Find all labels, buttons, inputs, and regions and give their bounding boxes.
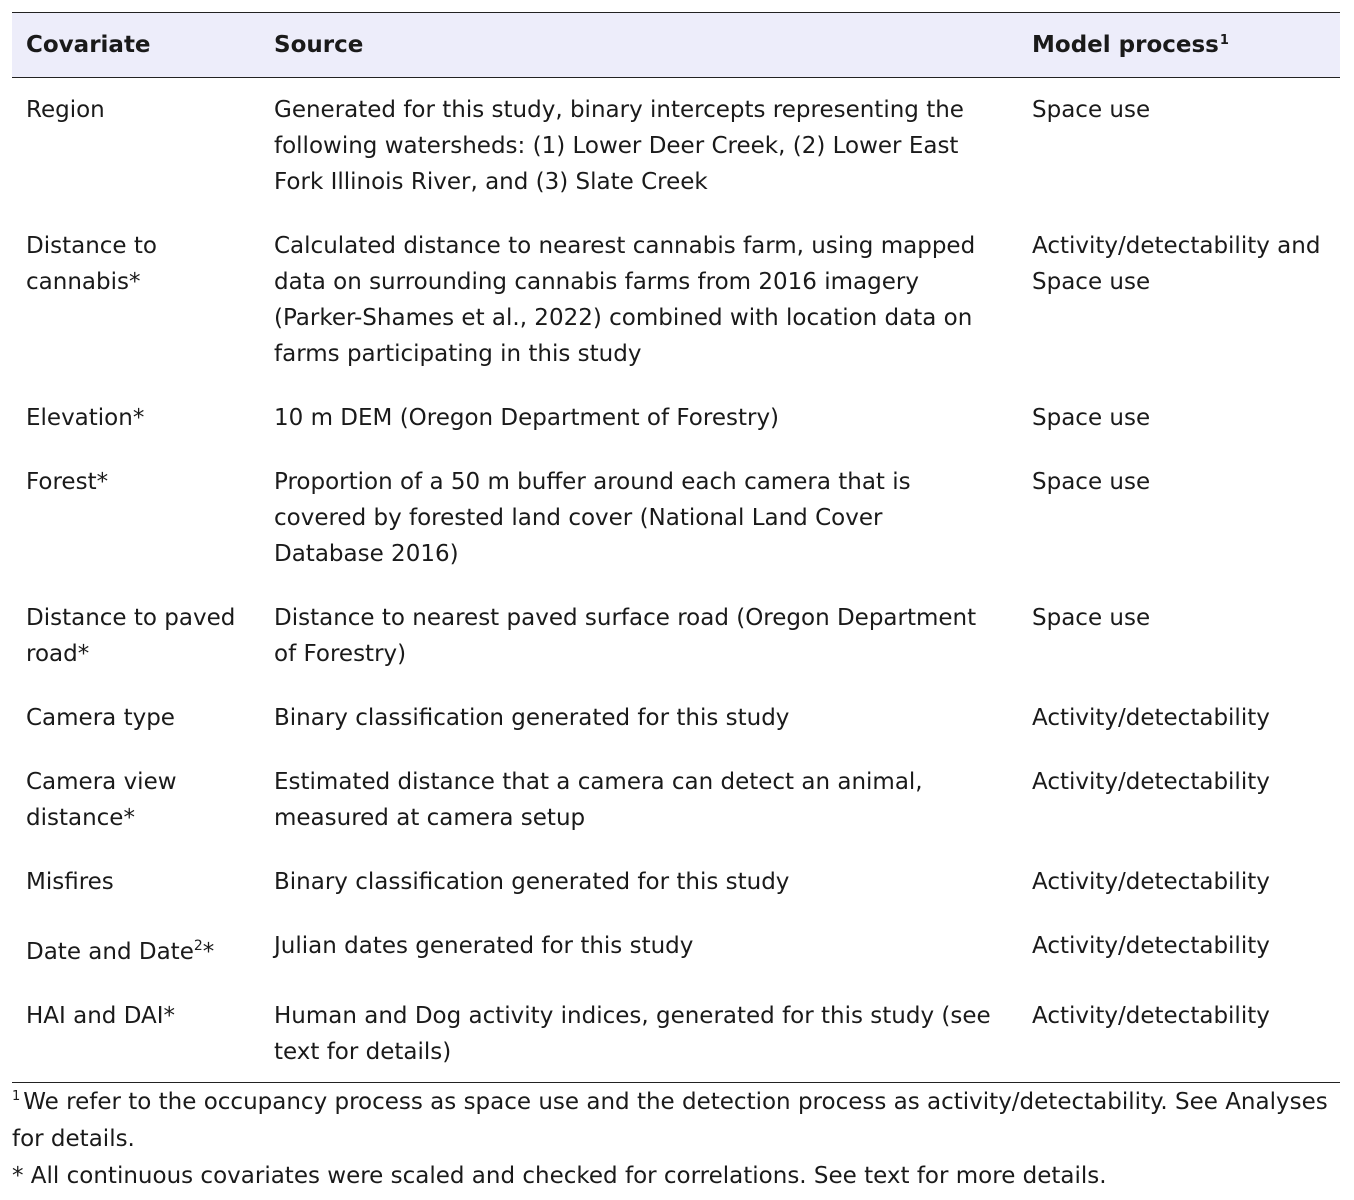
footnote-1-text: We refer to the occupancy process as space use and the detection process as activity/detectability. See Analyses for details. — [12, 1089, 1328, 1152]
cell-covariate: Region — [26, 97, 105, 123]
header-model-process-label: Model process — [1032, 31, 1219, 58]
cell-process: Activity/detectability and Space use — [1032, 233, 1321, 295]
table-row — [12, 386, 1340, 450]
cell-source: Distance to nearest paved surface road (Oregon Department of Forestry) — [274, 605, 977, 667]
footnote-asterisk: * All continuous covariates were scaled and checked for correlations. See text for more details. — [12, 1163, 1107, 1189]
cell-covariate: Distance to paved road* — [26, 605, 236, 667]
asterisk-mark: * — [202, 939, 215, 965]
cell-source: Calculated distance to nearest cannabis farm, using mapped data on surrounding cannabis farms from 2016 imagery (Parker-Shames et al., 2022) combined with location data on farms participating in this study — [274, 233, 976, 367]
cell-process: Activity/detectability — [1032, 705, 1270, 731]
cell-source: Binary classification generated for this study — [274, 869, 790, 895]
cell-covariate-text: Date and Date — [26, 939, 194, 965]
header-source: Source — [274, 31, 364, 58]
table-row — [12, 914, 1340, 984]
header-row — [12, 13, 1340, 78]
table-row — [12, 750, 1340, 850]
table-row — [12, 214, 1340, 386]
table-body — [12, 78, 1340, 1083]
cell-process: Activity/detectability — [1032, 1003, 1270, 1029]
cell-covariate: Camera view distance* — [26, 769, 177, 831]
superscript-2: 2 — [193, 938, 203, 954]
covariate-table — [12, 12, 1340, 1083]
cell-process: Activity/detectability — [1032, 933, 1270, 959]
cell-process: Space use — [1032, 405, 1151, 431]
table-footnotes — [12, 1078, 1332, 1195]
header-covariate: Covariate — [26, 31, 151, 58]
table-row — [12, 450, 1340, 586]
cell-covariate: Misfires — [26, 869, 114, 895]
header-model-process — [1018, 13, 1340, 78]
cell-source: Generated for this study, binary intercepts representing the following watersheds: (1) Lower Deer Creek, (2) Lower East Fork Illinois River, and (3) Slate Creek — [274, 97, 964, 195]
cell-process: Activity/detectability — [1032, 869, 1270, 895]
table-row — [12, 686, 1340, 750]
cell-covariate: Elevation* — [26, 405, 145, 431]
footnote-1 — [12, 1078, 1332, 1158]
cell-process: Activity/detectability — [1032, 769, 1270, 795]
cell-source: Proportion of a 50 m buffer around each camera that is covered by forested land cover (National Land Cover Database 2016) — [274, 469, 911, 567]
cell-source: Julian dates generated for this study — [274, 933, 694, 959]
cell-process: Space use — [1032, 605, 1151, 631]
table-row — [12, 850, 1340, 914]
cell-covariate — [12, 914, 260, 984]
cell-covariate: Distance to cannabis* — [26, 233, 157, 295]
table-row — [12, 586, 1340, 686]
cell-covariate: HAI and DAI* — [26, 1003, 176, 1029]
cell-source: 10 m DEM (Oregon Department of Forestry) — [274, 405, 780, 431]
cell-covariate: Forest* — [26, 469, 109, 495]
cell-process: Space use — [1032, 469, 1151, 495]
footnote-ref-1: 1 — [1219, 32, 1229, 48]
cell-process: Space use — [1032, 97, 1151, 123]
footnote-1-marker: 1 — [12, 1089, 21, 1104]
table-row — [12, 78, 1340, 215]
table-row — [12, 984, 1340, 1083]
table-header — [12, 13, 1340, 78]
cell-source: Human and Dog activity indices, generated for this study (see text for details) — [274, 1003, 991, 1065]
cell-covariate: Camera type — [26, 705, 175, 731]
cell-source: Binary classification generated for this study — [274, 705, 790, 731]
covariate-table-container — [12, 12, 1340, 1083]
cell-source: Estimated distance that a camera can detect an animal, measured at camera setup — [274, 769, 923, 831]
